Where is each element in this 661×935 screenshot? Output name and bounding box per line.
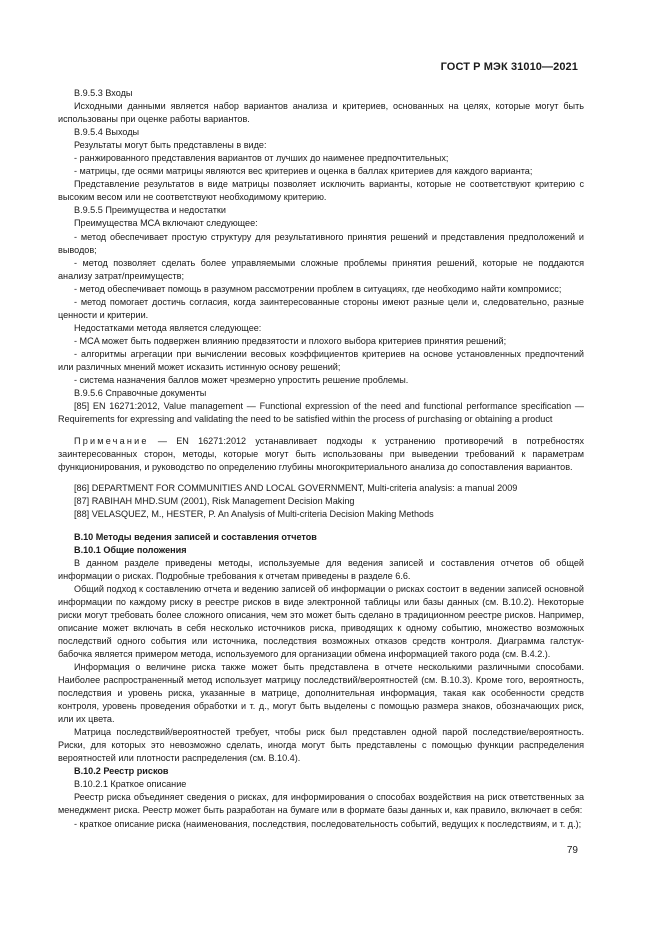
paragraph: Реестр риска объединяет сведения о рисках, для информирования о способах воздействия на риск ответственных за менеджмент риска. Реестр может быть разработан на бумаге или в формате базы данных и, как правило, включает в себя: (58, 792, 584, 816)
paragraph: [85] EN 16271:2012, Value management — Functional expression of the need and functional performance specification — Requirements for expressing and validating the need to be satisfied within the process of purchasing or obtaining a product (58, 401, 584, 425)
paragraph: - матрицы, где осями матрицы являются вес критериев и оценка в баллах критериев для каждого варианта; (74, 166, 533, 177)
paragraph: - система назначения баллов может чрезмерно упростить решение проблемы. (74, 375, 409, 386)
paragraph: - метод обеспечивает помощь в разумном рассмотрении проблем в ситуациях, где необходимо найти компромисс; (74, 283, 562, 294)
subsection-heading: B.10.2 Реестр рисков (74, 766, 169, 777)
paragraph: B.10.2.1 Краткое описание (74, 779, 187, 790)
note-label: Примечание (74, 436, 149, 447)
paragraph: Матрица последствий/вероятностей требует, чтобы риск был представлен одной парой последствие/вероятность. Риски, для которых это невозможно сделать, иногда могут быть представлены с помощью функции распределения вероятностей или плотности распределения (см. B.10.4). (58, 727, 584, 764)
paragraph: Недостатками метода является следующее: (74, 322, 262, 333)
page-number: 79 (566, 845, 578, 856)
section-heading: B.10 Методы ведения записей и составления отчетов (74, 531, 317, 542)
standard-designation: ГОСТ Р МЭК 31010—2021 (440, 61, 578, 73)
paragraph: - ранжированного представления вариантов от лучших до наименее предпочтительных; (74, 153, 449, 164)
paragraph: - краткое описание риска (наименования, последствия, последовательность событий, ведущих к последствиям, и т. д.); (74, 818, 582, 829)
note-text: — EN 16271:2012 устанавливает подходы к устранению противоречий в потребностях заинтересованных сторон, методы, которые могут быть использованы при выведении требований к параметрам функционирования, и руководство по определению глубины многокритериального анализа до сопоставления вариантов. (58, 436, 584, 473)
paragraph: - алгоритмы агрегации при вычислении весовых коэффициентов критериев на основе установленных предпочтений или различных мнений может исказить истинную основу решений; (58, 348, 584, 372)
paragraph: [87] RABIHAH MHD.SUM (2001), Risk Management Decision Making (74, 496, 355, 507)
paragraph: B.9.5.6 Справочные документы (74, 388, 207, 399)
paragraph: Представление результатов в виде матрицы позволяет исключить варианты, которые не соответствуют критерию с высоким весом или не соответствуют необходимому критерию. (58, 179, 584, 203)
paragraph: B.9.5.3 Входы (74, 88, 133, 98)
spacer (58, 522, 584, 529)
paragraph: В данном разделе приведены методы, используемые для ведения записей и составления отчетов об общей информации о рисках. Подробные требования к отчетам приведены в разделе 6.6. (58, 557, 584, 581)
paragraph: Преимущества MCA включают следующее: (74, 218, 258, 229)
paragraph: Исходными данными является набор вариантов анализа и критериев, основанных на целях, которые могут быть использованы при оценке работы вариантов. (58, 101, 584, 125)
paragraph: - метод помогает достичь согласия, когда заинтересованные стороны имеют разные цели и, следовательно, разные ценности и критерии. (58, 296, 584, 320)
paragraph: Информация о величине риска также может быть представлена в отчете несколькими различными способами. Наиболее распространенный метод использует матрицу последствий/вероятностей (см. B.10.3). Кроме того, вероятность, последствия и уровень риска, указанные в матрице, дополнительная информация, такая как особенности средств контроля, уровень проведения обработки и т. д., могут быть выделены с помощью размера знаков, обозначающих риск, или их цвета. (58, 661, 584, 725)
paragraph: B.9.5.5 Преимущества и недостатки (74, 205, 226, 216)
paragraph: Общий подход к составлению отчета и ведению записей об информации о рисках состоит в ведении записей основной информации по каждому риску в реестре рисков в виде электронной таблицы или базы данных (см. B.10.2). Некоторые риски могут требовать более сложного описания, чем это может быть сделано в традиционном реестре рисков. Например, описание может включать в себя несколько источников риска, приводящих к одному событию, множество возможных последствий одного события или источника, последствия возможных отказов средств контроля. Диаграмма галстук-бабочка является примером метода, используемого для организации обмена информацией такого рода (см. B.4.2.). (58, 583, 584, 659)
paragraph: [86] DEPARTMENT FOR COMMUNITIES AND LOCAL GOVERNMENT, Multi-criteria analysis: a manual 2009 (74, 483, 518, 494)
paragraph: Результаты могут быть представлены в виде: (74, 140, 267, 151)
paragraph: [88] VELASQUEZ, M., HESTER, P. An Analysis of Multi-criteria Decision Making Methods (74, 509, 434, 520)
subsection-heading: B.10.1 Общие положения (74, 544, 187, 555)
paragraph: - MCA может быть подвержен влиянию предвзятости и плохого выбора критериев принятия решений; (74, 335, 507, 346)
paragraph: B.9.5.4 Выходы (74, 127, 140, 138)
note-paragraph (58, 435, 584, 474)
paragraph: - метод обеспечивает простую структуру для результативного принятия решений и представления предположений и выводов; (58, 231, 584, 255)
paragraph: - метод позволяет сделать более управляемыми сложные проблемы принятия решений, которые не поддаются анализу затрат/преимуществ; (58, 257, 584, 281)
document-body (58, 87, 584, 831)
